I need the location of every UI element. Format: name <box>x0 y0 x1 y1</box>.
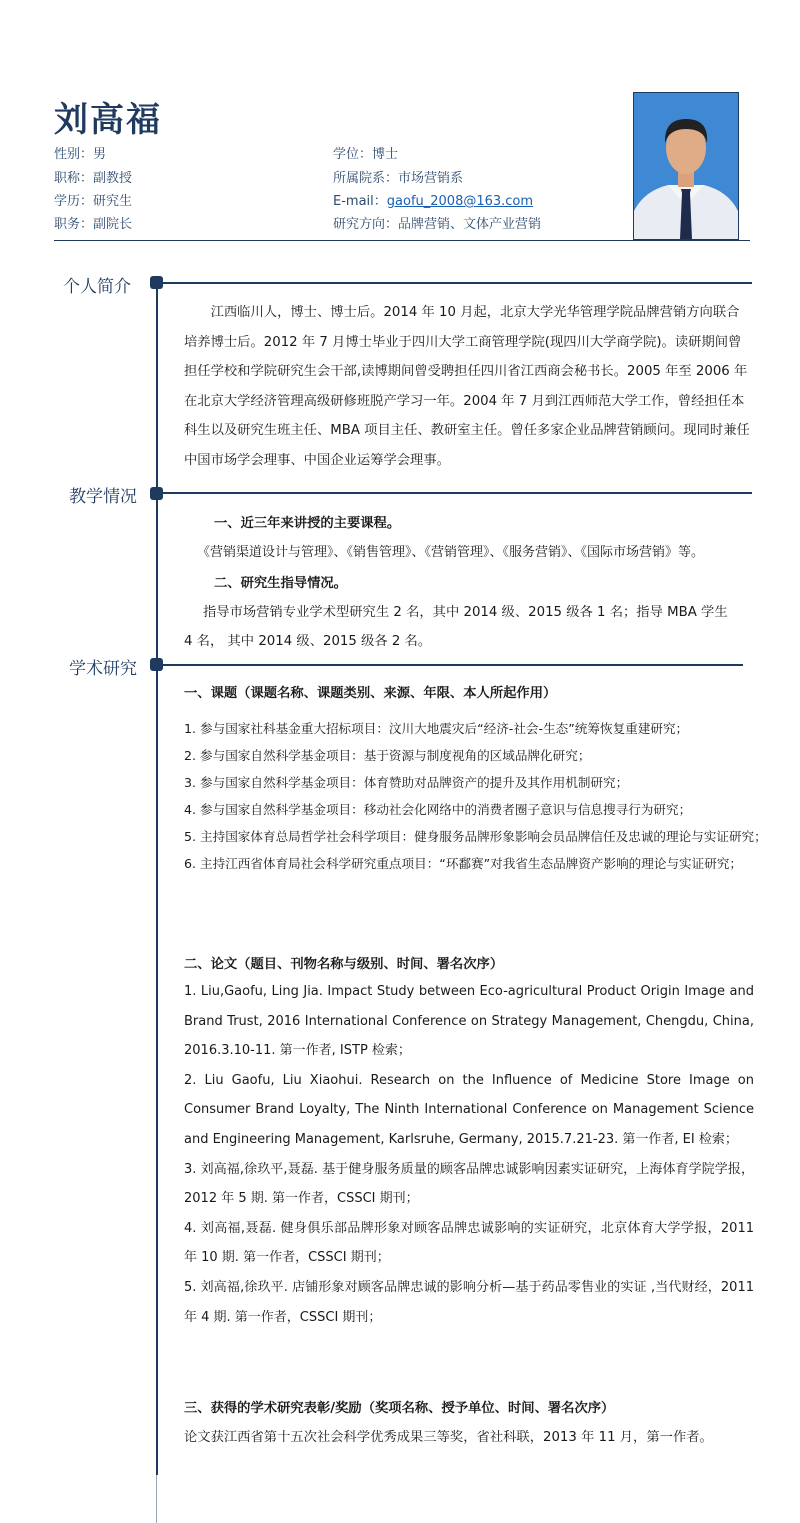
education-field: 学历：研究生 <box>54 194 133 209</box>
section-title-teaching: 教学情况 <box>69 487 137 507</box>
section-marker-profile <box>150 276 163 289</box>
section-divider-research <box>163 664 743 666</box>
teaching-heading-supervision: 二、研究生指导情况。 <box>214 576 347 591</box>
research-direction-field: 研究方向：品牌营销、文体产业营销 <box>333 217 542 232</box>
paper-item: 5. 刘高福,徐玖平. 店铺形象对顾客品牌忠诚的影响分析—基于药品零售业的实证 ,当代财经，2011 年 4 期. 第一作者，CSSCI 期刊； <box>184 1279 754 1325</box>
teaching-supervision-line1: 指导市场营销专业学术型研究生 2 名，其中 2014 级、2015 级各 1 名；指导 MBA 学生 <box>203 605 728 620</box>
projects-heading: 一、课题（课题名称、课题类别、来源、年限、本人所起作用） <box>184 686 557 701</box>
email-label: E-mail： <box>333 194 387 209</box>
projects-list <box>184 715 769 877</box>
email-link[interactable]: gaofu_2008@163.com <box>386 194 534 209</box>
section-divider-profile <box>163 282 752 284</box>
profile-text: 江西临川人，博士、博士后。2014 年 10 月起，北京大学光华管理学院品牌营销方向联合培养博士后。2012 年 7 月博士毕业于四川大学工商管理学院(现四川大学商学院)。读研期间曾担任学校和学院研究生会干部,读博期间曾受聘担任四川省江西商会秘书长。2005 年至 2006 年在北京大学经济管理高级研修班脱产学习一年。2004 年 7 月到江西师范大学工作，曾经担任本科生以及研究生班主任、MBA 项目主任、教研室主任。曾任多家企业品牌营销顾问。现同时兼任中国市场学会理事、中国企业运筹学会理事。 <box>184 305 750 468</box>
paper-item: 4. 刘高福,聂磊. 健身俱乐部品牌形象对顾客品牌忠诚影响的实证研究，北京体育大学学报，2011 年 10 期. 第一作者，CSSCI 期刊； <box>184 1220 754 1266</box>
section-title-research: 学术研究 <box>69 659 137 679</box>
awards-heading: 三、获得的学术研究表彰/奖励（奖项名称、授予单位、时间、署名次序） <box>184 1401 615 1416</box>
project-item: 1. 参与国家社科基金重大招标项目：汶川大地震灾后“经济-社会-生态”统筹恢复重建研究； <box>184 721 689 736</box>
teaching-courses: 《营销渠道设计与管理》、《销售管理》、《营销管理》、《服务营销》、《国际市场营销》等。 <box>197 545 705 560</box>
teaching-heading-courses: 一、近三年来讲授的主要课程。 <box>214 516 401 531</box>
papers-list <box>184 977 754 1332</box>
teaching-supervision-line2: 4 名， 其中 2014 级、2015 级各 2 名。 <box>184 634 432 649</box>
position-field: 职务：副院长 <box>54 217 133 232</box>
project-item: 5. 主持国家体育总局哲学社会科学项目：健身服务品牌形象影响会员品牌信任及忠诚的理论与实证研究； <box>184 829 767 844</box>
awards-text: 论文获江西省第十五次社会科学优秀成果三等奖，省社科联，2013 年 11 月，第一作者。 <box>184 1430 713 1445</box>
project-item: 4. 参与国家自然科学基金项目：移动社会化网络中的消费者圈子意识与信息搜寻行为研究； <box>184 802 692 817</box>
header-divider <box>54 240 750 241</box>
section-marker-research <box>150 658 163 671</box>
department-field: 所属院系：市场营销系 <box>333 171 464 186</box>
timeline-line-end <box>156 1475 157 1523</box>
project-item: 6. 主持江西省体育局社会科学研究重点项目：“环鄱赛”对我省生态品牌资产影响的理论与实证研究； <box>184 856 743 871</box>
title-field: 职称：副教授 <box>54 171 133 186</box>
email-field <box>333 194 533 210</box>
profile-photo <box>633 92 739 240</box>
section-marker-teaching <box>150 487 163 500</box>
gender-field: 性别：男 <box>54 147 107 162</box>
person-name: 刘高福 <box>54 100 162 140</box>
project-item: 3. 参与国家自然科学基金项目：体育赞助对品牌资产的提升及其作用机制研究； <box>184 775 629 790</box>
timeline-line <box>156 283 158 1475</box>
paper-item: 3. 刘高福,徐玖平,聂磊. 基于健身服务质量的顾客品牌忠诚影响因素实证研究，上海体育学院学报，2012 年 5 期. 第一作者，CSSCI 期刊； <box>184 1161 754 1207</box>
degree-field: 学位：博士 <box>333 147 399 162</box>
papers-heading: 二、论文（题目、刊物名称与级别、时间、署名次序） <box>184 957 504 972</box>
section-title-profile: 个人简介 <box>63 277 131 297</box>
paper-item: 2. Liu Gaofu, Liu Xiaohui. Research on the Influence of Medicine Store Image on Consumer Brand Loyalty, The Ninth International Conference on Management Science and Engineering Management, Karlsruhe, Germany, 2015.7.21-23. 第一作者, EI 检索； <box>184 1072 754 1147</box>
section-divider-teaching <box>163 492 752 494</box>
paper-item: 1. Liu,Gaofu, Ling Jia. Impact Study between Eco-agricultural Product Origin Image and Brand Trust, 2016 International Conference on Strategy Management, Chengdu, China, 2016.3.10-11. 第一作者, ISTP 检索； <box>184 984 754 1059</box>
project-item: 2. 参与国家自然科学基金项目：基于资源与制度视角的区域品牌化研究； <box>184 748 591 763</box>
